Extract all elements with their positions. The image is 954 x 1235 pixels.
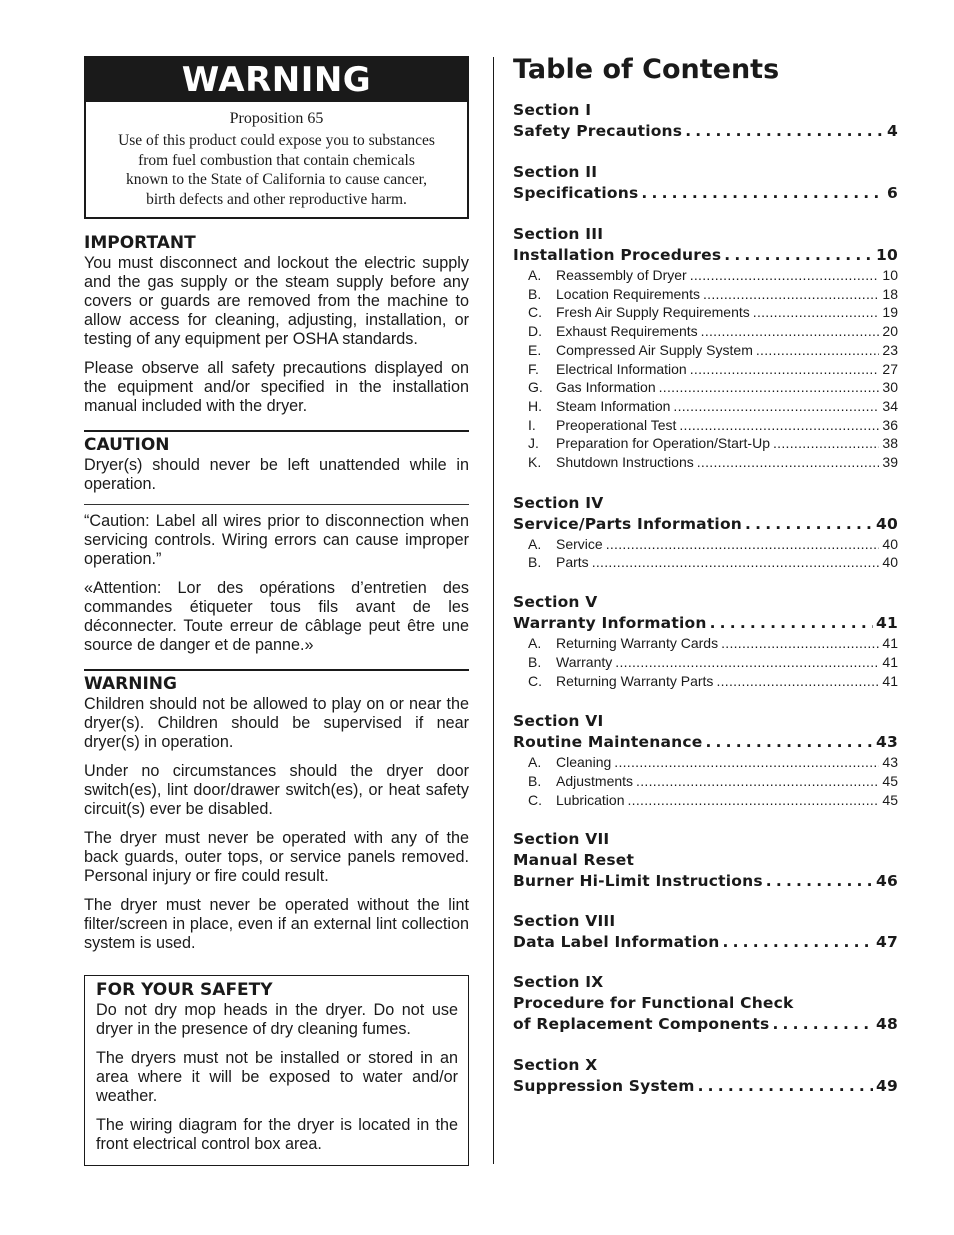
toc-section-title[interactable] [513, 183, 898, 204]
prop65-line: Use of this product could expose you to substances [118, 132, 435, 149]
toc-section [513, 972, 898, 1035]
warning-paragraph: Children should not be allowed to play on or near the dryer(s). Children should be supervised if near dryer(s) in operation. [84, 695, 469, 751]
toc-subitem-page: 45 [882, 772, 898, 789]
dot-leader [685, 121, 884, 142]
toc-subitem[interactable] [513, 434, 898, 453]
toc-subitem-page: 18 [882, 285, 898, 302]
toc-section [513, 493, 898, 572]
safety-paragraph: The wiring diagram for the dryer is located in the front electrical control box area. [96, 1116, 458, 1153]
dot-leader [697, 453, 880, 472]
dot-leader [772, 1014, 873, 1035]
toc-subitem-letter: B. [528, 653, 542, 670]
toc-subitem-letter: J. [528, 435, 539, 452]
toc-subitem-letter: E. [528, 341, 542, 358]
toc-subitem-page: 41 [882, 635, 898, 652]
toc-subitem[interactable] [513, 753, 898, 772]
toc-subitem-letter: B. [528, 285, 542, 302]
toc-page-number: 6 [887, 184, 898, 202]
dot-leader [679, 416, 879, 435]
toc-section-title[interactable] [513, 245, 898, 266]
toc-subitem-page: 10 [882, 267, 898, 283]
toc-subitem[interactable] [513, 322, 898, 341]
toc-subitem[interactable] [513, 535, 898, 554]
toc-section-title-text: Routine Maintenance [513, 733, 703, 752]
dot-leader [753, 303, 880, 322]
toc-section-title[interactable] [513, 732, 898, 753]
toc-subitem-page: 36 [882, 416, 898, 433]
toc-page-number: 46 [876, 872, 898, 891]
important-heading: IMPORTANT [84, 233, 196, 253]
caution-label-note: “Caution: Label all wires prior to disconnection when servicing controls. Wiring errors can cause improper operation.” [84, 512, 469, 568]
toc-subitem-letter: A. [528, 535, 542, 552]
toc-subitem-letter: A. [528, 267, 542, 283]
section-divider [84, 430, 469, 432]
toc-section-label: Section I [513, 101, 592, 119]
toc-subitem-page: 45 [882, 791, 898, 808]
toc-subitem-page: 40 [882, 554, 898, 571]
dot-leader [716, 672, 879, 691]
toc-subitem-letter: I. [528, 416, 536, 433]
toc-subitem-letter: A. [528, 635, 542, 652]
toc-section-title-text: Suppression System [513, 1077, 695, 1096]
toc-subitem-letter: F. [528, 360, 539, 377]
toc-subitem[interactable] [513, 416, 898, 435]
important-paragraph: You must disconnect and lockout the electric supply and the gas supply or the steam supply before any covers or guards are removed from the machine to allow access for cleaning, adjusting, installation, or testing of any equipment per OSHA standards. [84, 254, 469, 348]
toc-subitem-title: Preparation for Operation/Start-Up [556, 435, 770, 452]
attention-label-note: «Attention: Lor des opérations d’entretien des commandes étiqueter tous fils avant de les déconnecter. Toute erreur de câblage peut être une source de danger et de panne.» [84, 579, 469, 654]
toc-section [513, 911, 898, 953]
toc-subitem-title: Steam Information [556, 397, 671, 414]
toc-page-number: 10 [876, 246, 898, 264]
toc-subitem[interactable] [513, 791, 898, 810]
toc-subitem-title: Reassembly of Dryer [556, 267, 687, 283]
toc-subitem-page: 30 [882, 379, 898, 396]
toc-subitem-title: Warranty [556, 653, 613, 670]
toc-subitem-letter: A. [528, 754, 542, 771]
toc-subitem-letter: H. [528, 397, 542, 414]
safety-paragraph: The dryers must not be installed or stored in an area where it will be exposed to water and/or weather. [96, 1049, 458, 1105]
toc-section-title[interactable] [513, 993, 898, 1014]
toc-section-title[interactable] [513, 1014, 898, 1035]
toc-section [513, 1055, 898, 1097]
toc-section [513, 829, 898, 892]
toc-section-title-text: Safety Precautions [513, 122, 683, 140]
toc-section-title-text: Service/Parts Information [513, 514, 743, 533]
toc-subitem-page: 23 [882, 341, 898, 358]
toc-page-number: 48 [876, 1015, 898, 1034]
warning-banner: WARNING [86, 58, 467, 102]
toc-subitem-title: Gas Information [556, 379, 656, 396]
toc-subitem-page: 38 [882, 435, 898, 452]
toc-subitem-letter: B. [528, 772, 542, 789]
section-divider [84, 504, 469, 505]
prop65-line: from fuel combustion that contain chemicals [138, 151, 415, 169]
toc-list [513, 100, 898, 1097]
toc-subitem-page: 27 [882, 360, 898, 377]
toc-subitem-title: Electrical Information [556, 360, 687, 377]
toc-subitem[interactable] [513, 453, 898, 472]
dot-leader [606, 535, 880, 554]
toc-subitem-title: Fresh Air Supply Requirements [556, 304, 750, 321]
toc-subitem-letter: K. [528, 454, 542, 471]
toc-subitem-page: 39 [882, 454, 898, 471]
toc-subitem-letter: D. [528, 323, 542, 340]
toc-section-label: Section VIII [513, 912, 616, 931]
dot-leader [723, 932, 874, 953]
dot-leader [614, 753, 879, 772]
table-of-contents [513, 52, 898, 1097]
toc-subitem-title: Lubrication [556, 791, 625, 808]
toc-page-number: 4 [887, 122, 898, 140]
dot-leader [673, 397, 879, 416]
toc-section [513, 100, 898, 142]
toc-subitem-title: Exhaust Requirements [556, 323, 698, 340]
toc-section-title[interactable] [513, 850, 898, 871]
dot-leader [636, 772, 879, 791]
left-column [84, 56, 469, 953]
toc-section-title-text: Procedure for Functional Check [513, 994, 794, 1013]
toc-subitem[interactable] [513, 553, 898, 572]
toc-section-title-text: Data Label Information [513, 933, 720, 952]
safety-paragraph: Do not dry mop heads in the dryer. Do not use dryer in the presence of dry cleaning fumes. [96, 1001, 458, 1038]
dot-leader [592, 553, 880, 572]
dot-leader [721, 634, 879, 653]
dot-leader [705, 732, 873, 753]
toc-subitem[interactable] [513, 360, 898, 379]
dot-leader [724, 245, 873, 266]
toc-page-number: 47 [876, 933, 898, 952]
toc-subitem-letter: C. [528, 791, 542, 808]
safety-box [84, 975, 469, 1166]
toc-section [513, 162, 898, 204]
toc-subitem-letter: C. [528, 672, 542, 689]
toc-subitem-title: Parts [556, 554, 589, 571]
prop65-warning-box [84, 56, 469, 219]
toc-page-number: 40 [876, 514, 898, 533]
toc-subitem-letter: C. [528, 304, 542, 321]
toc-section-title-text: Manual Reset [513, 851, 635, 870]
toc-subitem-page: 20 [882, 323, 898, 340]
dot-leader [756, 341, 880, 360]
dot-leader [690, 360, 880, 379]
toc-section-title[interactable] [513, 613, 898, 634]
toc-subitem-page: 19 [882, 304, 898, 321]
warning-paragraph: Under no circumstances should the dryer door switch(es), lint door/drawer switch(es), or heat safety circuit(s) ever be disabled. [84, 762, 469, 818]
toc-subitem-title: Location Requirements [556, 285, 700, 302]
toc-title: Table of Contents [513, 54, 780, 85]
toc-subitem-letter: G. [528, 379, 543, 396]
toc-section-label: Section VII [513, 830, 610, 849]
warning-heading: WARNING [84, 674, 177, 694]
toc-section [513, 224, 898, 472]
toc-subitem-title: Adjustments [556, 772, 634, 789]
toc-subitem-title: Preoperational Test [556, 416, 677, 433]
dot-leader [698, 1076, 873, 1097]
toc-subitem-page: 34 [882, 397, 898, 414]
dot-leader [615, 653, 879, 672]
toc-subitem[interactable] [513, 285, 898, 304]
toc-subitem-title: Cleaning [556, 754, 612, 771]
toc-section-title-text: Installation Procedures [513, 246, 722, 264]
toc-subitem-page: 43 [882, 754, 898, 771]
toc-subitem-page: 41 [882, 653, 898, 670]
important-paragraph: Please observe all safety precautions displayed on the equipment and/or specified in the installation manual included with the dryer. [84, 359, 469, 415]
toc-page-number: 41 [876, 614, 898, 633]
toc-subitem-page: 40 [882, 535, 898, 552]
toc-subitem[interactable] [513, 266, 898, 285]
toc-section-label: Section X [513, 1056, 598, 1075]
dot-leader [641, 183, 884, 204]
toc-section-title-text: of Replacement Components [513, 1015, 770, 1034]
toc-section-label: Section III [513, 225, 604, 243]
toc-section-label: Section IV [513, 493, 604, 512]
toc-subitem-title: Compressed Air Supply System [556, 341, 753, 358]
toc-section-label: Section V [513, 593, 598, 612]
toc-subitem-title: Shutdown Instructions [556, 454, 694, 471]
toc-page-number: 49 [876, 1077, 898, 1096]
toc-section-title[interactable] [513, 1076, 898, 1097]
dot-leader [701, 322, 880, 341]
section-divider [84, 669, 469, 671]
prop65-title: Proposition 65 [229, 110, 324, 127]
toc-subitem-title: Returning Warranty Cards [556, 635, 719, 652]
dot-leader [690, 266, 880, 285]
toc-subitem[interactable] [513, 634, 898, 653]
toc-subitem[interactable] [513, 303, 898, 322]
toc-section-title[interactable] [513, 514, 898, 535]
dot-leader [710, 613, 873, 634]
toc-subitem[interactable] [513, 397, 898, 416]
prop65-line: known to the State of California to cause cancer, [125, 171, 428, 188]
warning-paragraph: The dryer must never be operated with any of the back guards, outer tops, or service panels removed. Personal injury or fire could result. [84, 829, 469, 885]
toc-page-number: 43 [876, 733, 898, 752]
dot-leader [766, 871, 873, 892]
dot-leader [773, 434, 879, 453]
toc-section-title-text: Warranty Information [513, 614, 707, 633]
toc-section-label: Section II [513, 163, 598, 181]
toc-section-title[interactable] [513, 932, 898, 953]
toc-section-title-text: Burner Hi-Limit Instructions [513, 872, 763, 891]
toc-subitem-letter: B. [528, 554, 542, 571]
toc-subitem[interactable] [513, 653, 898, 672]
toc-subitem-page: 41 [882, 672, 898, 689]
toc-section-label: Section VI [513, 712, 604, 731]
toc-subitem[interactable] [513, 378, 898, 397]
dot-leader [628, 791, 880, 810]
dot-leader [745, 514, 873, 535]
dot-leader [703, 285, 879, 304]
prop65-line: birth defects and other reproductive harm. [146, 190, 407, 208]
toc-subitem[interactable] [513, 341, 898, 360]
toc-section [513, 592, 898, 690]
caution-text: Dryer(s) should never be left unattended while in operation. [84, 456, 469, 493]
toc-subitem[interactable] [513, 672, 898, 691]
toc-subitem[interactable] [513, 772, 898, 791]
toc-section-label: Section IX [513, 973, 604, 992]
warning-paragraph: The dryer must never be operated without the lint filter/screen in place, even if an external lint collection system is used. [84, 896, 469, 952]
toc-subitem-title: Returning Warranty Parts [556, 672, 714, 689]
toc-section [513, 711, 898, 809]
column-divider [493, 57, 494, 1164]
toc-section-title-text: Specifications [513, 184, 639, 202]
toc-section-title[interactable] [513, 871, 898, 892]
caution-heading: CAUTION [84, 435, 170, 455]
safety-heading: FOR YOUR SAFETY [96, 980, 273, 1000]
toc-section-title[interactable] [513, 121, 898, 142]
toc-subitem-title: Service [556, 535, 603, 552]
dot-leader [659, 378, 880, 397]
